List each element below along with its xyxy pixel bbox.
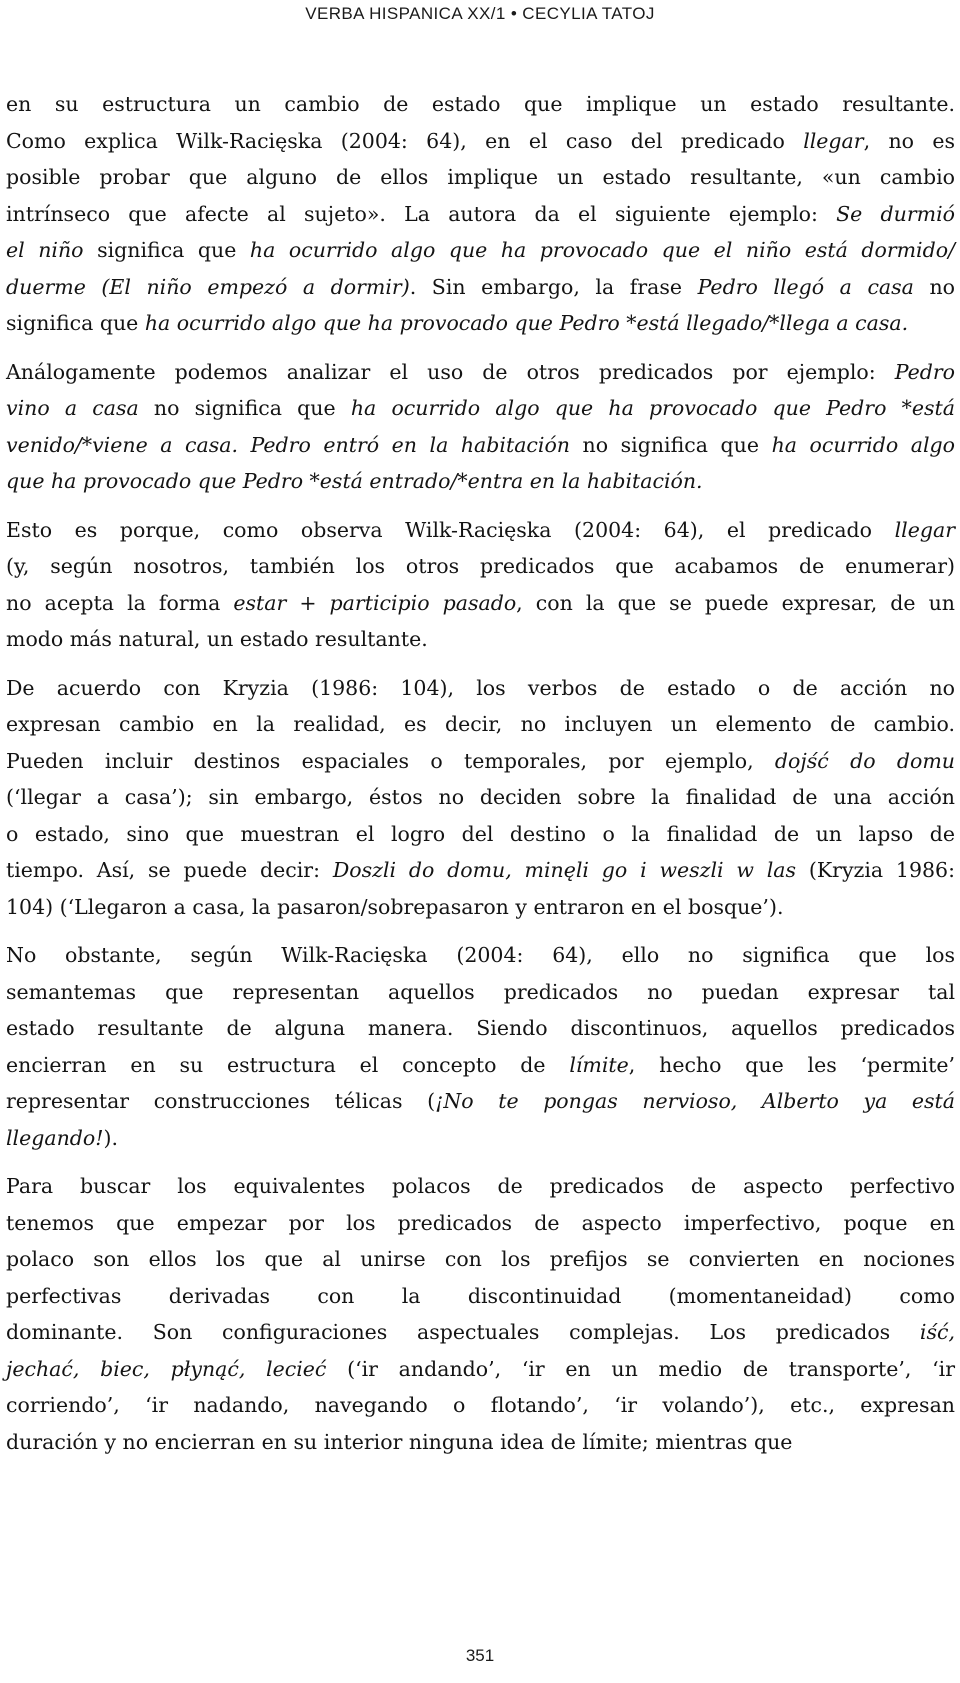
text-run: modo más natural, un estado resultante. <box>6 627 428 651</box>
text-line <box>6 427 955 464</box>
italic-text-run: dojść do domu <box>774 748 955 773</box>
text-run: Pueden incluir destinos espaciales o temporales, por ejemplo, <box>6 748 775 773</box>
text-run: tiempo. Así, se puede decir: <box>6 858 333 882</box>
text-line <box>6 1351 955 1388</box>
italic-text-run: que ha provocado que Pedro *está entrado/*entra en la habitación. <box>6 469 703 493</box>
text-run: significa que <box>6 311 145 335</box>
paragraph <box>6 86 955 342</box>
text-line <box>6 269 955 306</box>
paragraph <box>6 1168 955 1460</box>
text-run: significa que <box>83 238 250 262</box>
text-line <box>6 779 955 816</box>
text-run: (‘ir andando’, ‘ir en un medio de transporte’, ‘ir <box>326 1356 955 1381</box>
italic-text-run: venido/*viene a casa. Pedro entró en la habitación <box>6 432 570 457</box>
text-run: ). <box>103 1125 119 1150</box>
paragraph <box>6 354 955 500</box>
text-line <box>6 1083 955 1120</box>
italic-text-run: iść, <box>919 1320 955 1344</box>
text-line <box>6 1205 955 1242</box>
text-run: dominante. Son configuraciones aspectuales complejas. Los predicados <box>6 1320 920 1344</box>
text-line <box>6 1278 955 1315</box>
italic-text-run: Se durmió <box>836 201 956 226</box>
text-run: Para buscar los equivalentes polacos de predicados de aspecto perfectivo <box>6 1174 955 1198</box>
text-run: (Kryzia 1986: <box>796 858 956 882</box>
text-run: , hecho que les ‘permite’ <box>628 1052 955 1077</box>
italic-text-run: llegar <box>803 128 864 153</box>
text-run: . Sin embargo, la frase <box>409 274 698 299</box>
italic-text-run: Doszli do domu, minęli go i weszli w las <box>332 858 797 882</box>
text-line <box>6 512 955 549</box>
italic-text-run: Pedro <box>894 359 955 384</box>
text-run: , con la que se puede expresar, de un <box>516 590 955 615</box>
text-line <box>6 1047 955 1084</box>
text-run: representar construcciones télicas ( <box>6 1089 436 1113</box>
text-line <box>6 123 955 160</box>
text-line <box>6 390 955 427</box>
italic-text-run: llegando! <box>6 1125 104 1150</box>
text-run: Como explica Wilk-Racięska (2004: 64), en el caso del predicado <box>6 128 804 153</box>
text-run: 104) (‘Llegaron a casa, la pasaron/sobrepasaron y entraron en el bosque’). <box>6 894 784 919</box>
text-run: corriendo’, ‘ir nadando, navegando o flotando’, ‘ir volando’), etc., expresan <box>6 1393 955 1417</box>
paragraph-spacer <box>6 925 955 937</box>
text-line <box>6 670 955 707</box>
text-line <box>6 159 955 196</box>
text-run: Esto es porque, como observa Wilk-Racięska (2004: 64), el predicado <box>6 517 895 542</box>
text-line <box>6 232 955 269</box>
text-line <box>6 937 955 974</box>
text-run: duración y no encierran en su interior ninguna idea de límite; mientras que <box>6 1429 793 1454</box>
text-run: encierran en su estructura el concepto de <box>6 1052 570 1077</box>
paragraph <box>6 512 955 658</box>
body-text <box>6 86 955 1460</box>
text-line <box>6 305 955 342</box>
text-line <box>6 743 955 780</box>
text-run: no significa que <box>138 396 351 420</box>
italic-text-run: llegar <box>894 517 955 542</box>
text-run: , no es <box>863 128 955 153</box>
text-run: estado resultante de alguna manera. Siendo discontinuos, aquellos predicados <box>6 1016 955 1040</box>
text-run: (y, según nosotros, también los otros predicados que acabamos de enumerar) <box>6 554 955 578</box>
text-run: expresan cambio en la realidad, es decir, no incluyen un elemento de cambio. <box>6 712 955 736</box>
text-line <box>6 1120 955 1157</box>
italic-text-run: Pedro llegó a casa <box>697 274 914 299</box>
text-run: perfectivas derivadas con la discontinuidad (momentaneidad) como <box>6 1283 955 1308</box>
italic-text-run: ha ocurrido algo que ha provocado que Pedro *está <box>350 396 955 420</box>
text-run: No obstante, según Wilk-Racięska (2004: 64), ello no significa que los <box>6 943 955 967</box>
text-line <box>6 463 955 500</box>
text-run: semantemas que representan aquellos predicados no puedan expresar tal <box>6 979 955 1004</box>
text-line <box>6 889 955 926</box>
text-line <box>6 1387 955 1424</box>
text-run: no <box>913 274 955 299</box>
italic-text-run: ha ocurrido algo que ha provocado que Pedro *está llegado/*llega a casa. <box>144 311 909 335</box>
italic-text-run: ha ocurrido algo <box>771 432 955 457</box>
text-line <box>6 354 955 391</box>
text-line <box>6 1241 955 1278</box>
text-run: (‘llegar a casa’); sin embargo, éstos no deciden sobre la finalidad de una acción <box>6 785 955 809</box>
paragraph <box>6 670 955 926</box>
text-run: tenemos que empezar por los predicados de aspecto imperfectivo, poque en <box>6 1210 955 1235</box>
page-number: 351 <box>465 1646 495 1665</box>
text-line <box>6 852 955 889</box>
text-line <box>6 816 955 853</box>
paragraph-spacer <box>6 1156 955 1168</box>
text-line <box>6 1010 955 1047</box>
text-line <box>6 585 955 622</box>
text-run: en su estructura un cambio de estado que implique un estado resultante. <box>6 92 955 116</box>
italic-text-run: ha ocurrido algo que ha provocado que el niño está dormido/ <box>249 238 955 262</box>
text-line <box>6 1314 955 1351</box>
text-run: posible probar que alguno de ellos implique un estado resultante, «un cambio <box>6 165 955 189</box>
text-run: intrínseco que afecte al sujeto». La autora da el siguiente ejemplo: <box>6 201 837 226</box>
text-line <box>6 1168 955 1205</box>
text-line <box>6 706 955 743</box>
italic-text-run: límite <box>569 1052 629 1077</box>
text-run: o estado, sino que muestran el logro del destino o la finalidad de un lapso de <box>6 821 955 846</box>
paragraph-spacer <box>6 658 955 670</box>
text-line <box>6 86 955 123</box>
text-run: Análogamente podemos analizar el uso de otros predicados por ejemplo: <box>6 359 895 384</box>
text-line <box>6 548 955 585</box>
text-line <box>6 974 955 1011</box>
text-run: polaco son ellos los que al unirse con los prefijos se convierten en nociones <box>6 1247 955 1271</box>
text-line <box>6 621 955 658</box>
text-line <box>6 1424 955 1461</box>
running-head: VERBA HISPANICA XX/1 • CECYLIA TATOJ <box>305 4 655 23</box>
text-run: no acepta la forma <box>6 590 234 615</box>
italic-text-run: el niño <box>6 238 84 262</box>
italic-text-run: vino a casa <box>6 396 139 420</box>
italic-text-run: ¡No te pongas nervioso, Alberto ya está <box>435 1089 956 1113</box>
text-run: De acuerdo con Kryzia (1986: 104), los verbos de estado o de acción no <box>6 675 955 700</box>
paragraph-spacer <box>6 500 955 512</box>
text-line <box>6 196 955 233</box>
paragraph-spacer <box>6 342 955 354</box>
paragraph <box>6 937 955 1156</box>
text-run: no significa que <box>570 432 772 457</box>
italic-text-run: jechać, biec, płynąć, lecieć <box>6 1356 327 1381</box>
italic-text-run: estar + participio pasado <box>233 590 517 615</box>
italic-text-run: duerme (El niño empezó a dormir) <box>6 274 410 299</box>
